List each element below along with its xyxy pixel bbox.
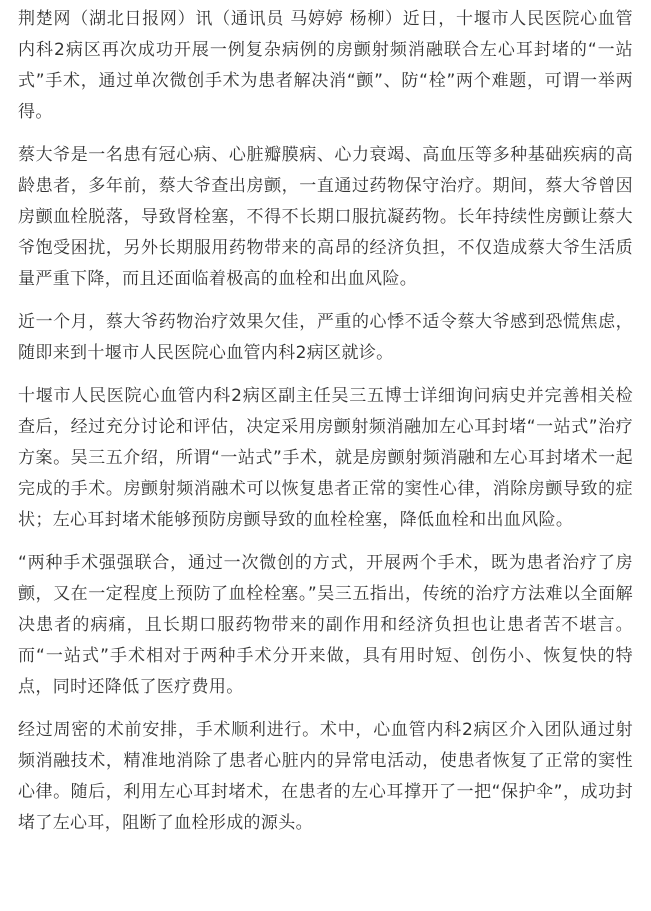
article-paragraph-5: “两种手术强强联合，通过一次微创的方式，开展两个手术，既为患者治疗了房颤，又在一定程度上预防了血栓栓塞。”吴三五指出，传统的治疗方法难以全面解决患者的病痛，且长期口服药物带来的副作用和经济负担也让患者苦不堪言。而“一站式”手术相对于两种手术分开来做，具有用时短、创伤小、恢复快的特点，同时还降低了医疗费用。 (18, 553, 633, 697)
article-paragraph-1: 荆楚网（湖北日报网）讯（通讯员 马婷婷 杨柳）近日，十堰市人民医院心血管内科2病区再次成功开展一例复杂病例的房颤射频消融联合左心耳封堵的“一站式”手术，通过单次微创手术为患者解决消“颤”、防“栓”两个难题，可谓一举两得。 (18, 9, 633, 122)
article-paragraph-2: 蔡大爷是一名患有冠心病、心脏瓣膜病、心力衰竭、高血压等多种基础疾病的高龄患者，多年前，蔡大爷查出房颤，一直通过药物保守治疗。期间，蔡大爷曾因房颤血栓脱落，导致肾栓塞，不得不长期口服抗凝药物。长年持续性房颤让蔡大爷饱受困扰，另外长期服用药物带来的高昂的经济负担，不仅造成蔡大爷生活质量严重下降，而且还面临着极高的血栓和出血风险。 (18, 145, 633, 289)
article-paragraph-3: 近一个月，蔡大爷药物治疗效果欠佳，严重的心悸不适令蔡大爷感到恐慌焦虑，随即来到十堰市人民医院心血管内科2病区就诊。 (18, 312, 633, 363)
article-paragraph-6: 经过周密的术前安排，手术顺利进行。术中，心血管内科2病区介入团队通过射频消融技术，精准地消除了患者心脏内的异常电活动，使患者恢复了正常的窦性心律。随后，利用左心耳封堵术，在患者的左心耳撑开了一把“保护伞”，成功封堵了左心耳，阻断了血栓形成的源头。 (18, 720, 633, 833)
article-paragraph-4: 十堰市人民医院心血管内科2病区副主任吴三五博士详细询问病史并完善相关检查后，经过充分讨论和评估，决定采用房颤射频消融加左心耳封堵“一站式”治疗方案。吴三五介绍，所谓“一站式”手术，就是房颤射频消融和左心耳封堵术一起完成的手术。房颤射频消融术可以恢复患者正常的窦性心律，消除房颤导致的症状；左心耳封堵术能够预防房颤导致的血栓栓塞，降低血栓和出血风险。 (18, 386, 633, 530)
